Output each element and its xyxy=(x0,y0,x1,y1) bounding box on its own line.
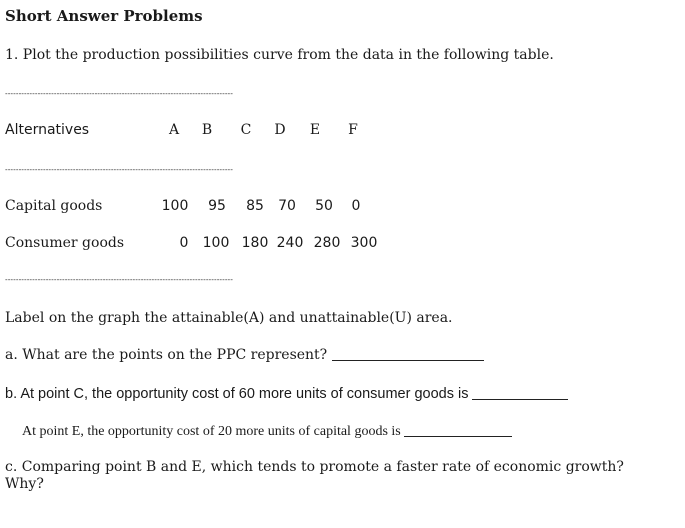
capital-a: 100 xyxy=(161,198,189,214)
question-b-part-2 xyxy=(22,424,512,440)
capital-e: 50 xyxy=(315,198,333,214)
question-a-answer-blank[interactable] xyxy=(332,359,484,361)
question-b-text: b. At point C, the opportunity cost of 60 more units of consumer goods is xyxy=(5,386,469,402)
capital-b: 95 xyxy=(208,198,226,214)
question-1: 1. Plot the production possibilities curve from the data in the following table. xyxy=(5,47,554,63)
consumer-c: 180 xyxy=(241,235,269,251)
capital-goods-label: Capital goods xyxy=(5,198,103,214)
question-c: c. Comparing point B and E, which tends to promote a faster rate of economic growth? Why? xyxy=(5,459,624,492)
consumer-a: 0 xyxy=(179,235,189,251)
label-instruction: Label on the graph the attainable(A) and unattainable(U) area. xyxy=(5,310,453,326)
alt-b: B xyxy=(201,122,213,138)
question-b-answer-blank[interactable] xyxy=(472,398,568,400)
consumer-goods-label: Consumer goods xyxy=(5,235,125,251)
alt-e: E xyxy=(309,122,321,138)
capital-d: 70 xyxy=(278,198,296,214)
consumer-f: 300 xyxy=(350,235,378,251)
question-a-text: a. What are the points on the PPC represent? xyxy=(5,347,328,363)
alt-d: D xyxy=(274,122,286,138)
question-b2-answer-blank[interactable] xyxy=(404,435,512,437)
capital-c: 85 xyxy=(246,198,264,214)
alt-c: C xyxy=(240,122,252,138)
alternatives-label: Alternatives xyxy=(5,122,90,138)
question-b2-text: At point E, the opportunity cost of 20 more units of capital goods is xyxy=(22,424,401,439)
consumer-b: 100 xyxy=(202,235,230,251)
capital-f: 0 xyxy=(351,198,361,214)
question-b xyxy=(5,386,568,402)
divider-top: ------------------------------------------------------------------------------------ xyxy=(5,90,233,98)
divider-bottom: ------------------------------------------------------------------------------------ xyxy=(5,276,233,284)
alt-a: A xyxy=(168,122,180,138)
question-a xyxy=(5,347,484,363)
alt-f: F xyxy=(348,122,358,138)
consumer-d: 240 xyxy=(276,235,304,251)
page-title: Short Answer Problems xyxy=(5,7,203,25)
divider-middle: ------------------------------------------------------------------------------------ xyxy=(5,166,233,174)
consumer-e: 280 xyxy=(313,235,341,251)
